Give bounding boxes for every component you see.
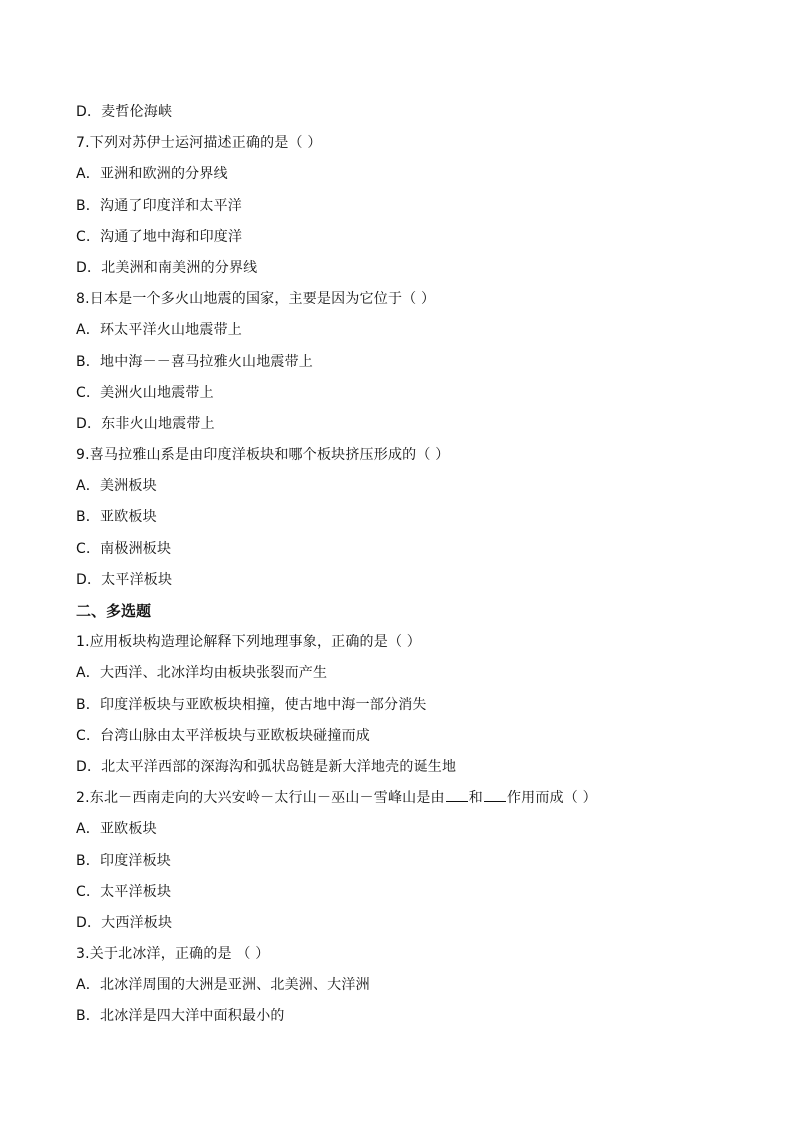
question-stem: 1.应用板块构造理论解释下列地理事象，正确的是（ ） (76, 634, 422, 651)
answer-blank (484, 787, 506, 802)
option-line: C．台湾山脉由太平洋板块与亚欧板块碰撞而成 (76, 727, 370, 744)
section-title: 二、多选题 (76, 602, 152, 620)
stem-part: 和 (468, 790, 483, 807)
option-line: A．大西洋、北冰洋均由板块张裂而产生 (76, 665, 328, 682)
stem-part: 作用而成（ ） (506, 790, 597, 807)
option-line: D．北太平洋西部的深海沟和弧状岛链是新大洋地壳的诞生地 (76, 758, 457, 775)
option-line: D．麦哲伦海峡 (76, 104, 173, 120)
question-stem: 8.日本是一个多火山地震的国家，主要是因为它位于（ ） (76, 291, 436, 308)
option-line: A．亚欧板块 (76, 821, 157, 838)
option-line: B．印度洋板块 (76, 852, 172, 869)
option-line: D．东非火山地震带上 (76, 415, 215, 432)
option-line: D．北美洲和南美洲的分界线 (76, 259, 258, 276)
option-line: B．亚欧板块 (76, 509, 157, 526)
document-content (76, 97, 736, 1033)
option-line: C．美洲火山地震带上 (76, 384, 214, 401)
option-line: B．北冰洋是四大洋中面积最小的 (76, 1008, 285, 1025)
stem-part: 2.东北－西南走向的大兴安岭－太行山－巫山－雪峰山是由 (76, 790, 445, 807)
option-line: A．环太平洋火山地震带上 (76, 322, 242, 339)
option-line: A．美洲板块 (76, 478, 157, 495)
option-line: A．北冰洋周围的大洲是亚洲、北美洲、大洋洲 (76, 977, 370, 994)
option-line: B．沟通了印度洋和太平洋 (76, 197, 243, 214)
question-stem: 9.喜马拉雅山系是由印度洋板块和哪个板块挤压形成的（ ） (76, 447, 450, 464)
option-line: D．大西洋板块 (76, 914, 173, 931)
option-line: A．亚洲和欧洲的分界线 (76, 166, 228, 183)
option-line: C．太平洋板块 (76, 883, 172, 900)
option-line: C．南极洲板块 (76, 540, 172, 557)
option-line: B．印度洋板块与亚欧板块相撞，使古地中海一部分消失 (76, 696, 427, 713)
question-stem: 7.下列对苏伊士运河描述正确的是（ ） (76, 135, 322, 152)
question-stem: 3.关于北冰洋，正确的是 （ ） (76, 946, 270, 963)
option-line: B．地中海－－喜马拉雅火山地震带上 (76, 353, 314, 370)
answer-blank (446, 787, 468, 802)
question-stem (76, 783, 736, 814)
option-line: D．太平洋板块 (76, 571, 173, 588)
option-line: C．沟通了地中海和印度洋 (76, 228, 243, 245)
